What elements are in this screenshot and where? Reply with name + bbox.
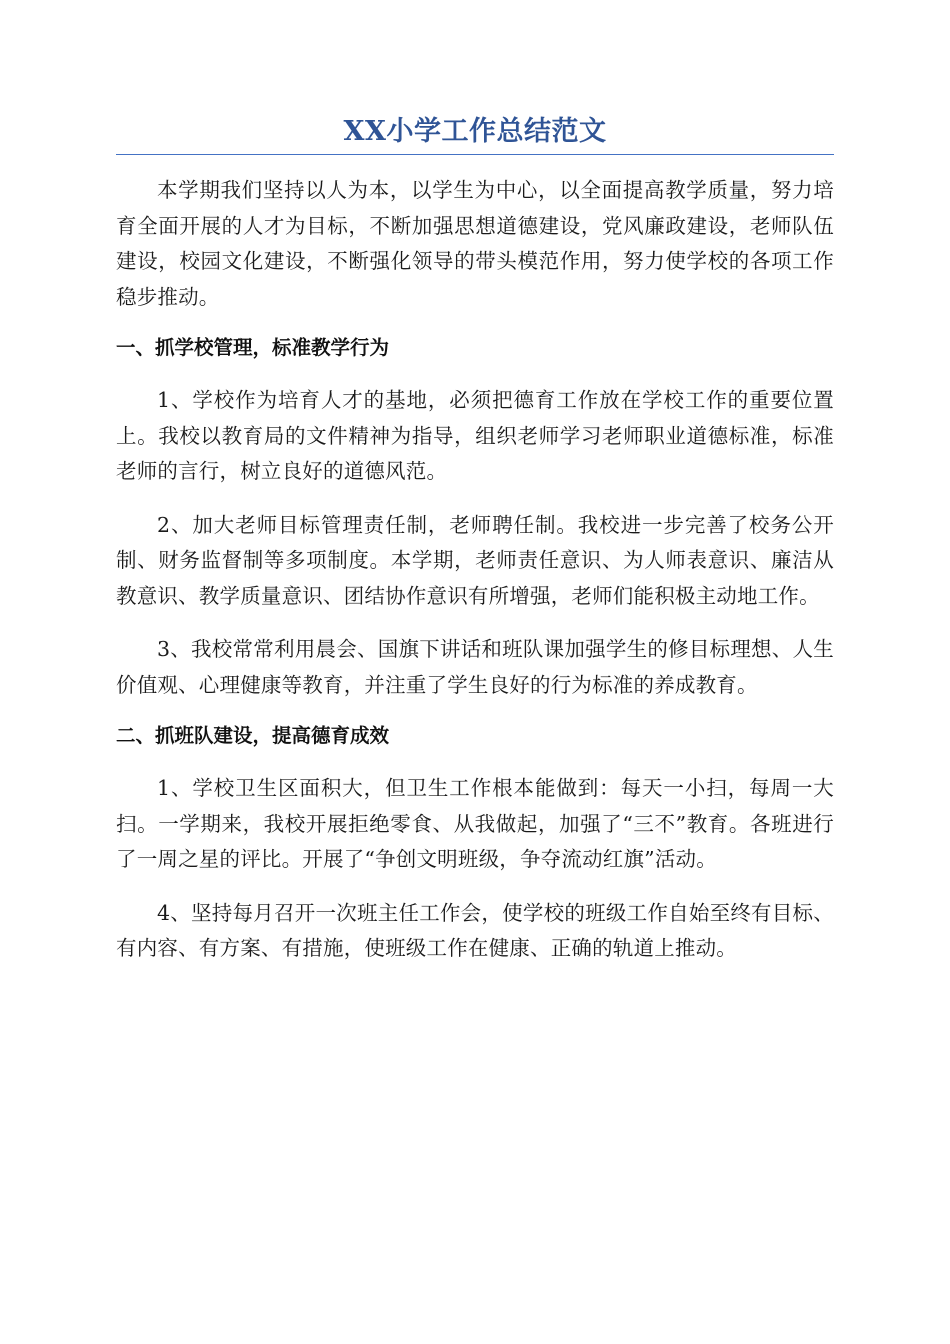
section-1-paragraph-2: 2、加大老师目标管理责任制，老师聘任制。我校进一步完善了校务公开制、财务监督制等多项制度。本学期，老师责任意识、为人师表意识、廉洁从教意识、教学质量意识、团结协作意识有所增强，老师们能积极主动地工作。 [116,512,834,608]
section-1-heading: 一、抓学校管理，标准教学行为 [116,336,390,359]
document-page [116,112,834,985]
intro-paragraph: 本学期我们坚持以人为本，以学生为中心，以全面提高教学质量，努力培育全面开展的人才为目标，不断加强思想道德建设，党风廉政建设，老师队伍建设，校园文化建设，不断强化领导的带头模范作用，努力使学校的各项工作稳步推动。 [116,178,834,309]
section-1-paragraph-3: 3、我校常常利用晨会、国旗下讲话和班队课加强学生的修目标理想、人生价值观、心理健康等教育，并注重了学生良好的行为标准的养成教育。 [116,637,834,697]
section-2-paragraph-2: 4、坚持每月召开一次班主任工作会，使学校的班级工作自始至终有目标、有内容、有方案、有措施，使班级工作在健康、正确的轨道上推动。 [116,900,834,960]
section-2-paragraph-1: 1、学校卫生区面积大，但卫生工作根本能做到：每天一小扫，每周一大扫。一学期来，我校开展拒绝零食、从我做起，加强了“三不”教育。各班进行了一周之星的评比。开展了“争创文明班级，争夺流动红旗”活动。 [116,776,834,871]
section-2-heading: 二、抓班队建设，提高德育成效 [116,724,390,747]
section-1-paragraph-1: 1、学校作为培育人才的基地，必须把德育工作放在学校工作的重要位置上。我校以教育局的文件精神为指导，组织老师学习老师职业道德标准，标准老师的言行，树立良好的道德风范。 [116,388,834,483]
title-underline [116,154,834,155]
document-title: XX小学工作总结范文 [343,116,607,147]
